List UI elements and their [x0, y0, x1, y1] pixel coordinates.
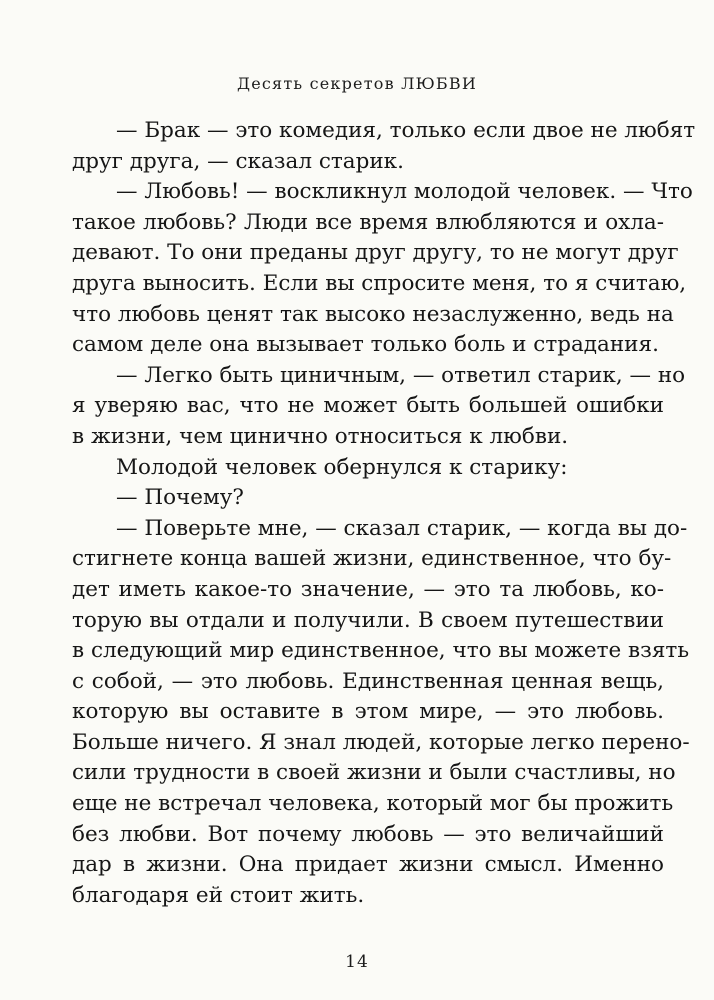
- running-head: Десять секретов ЛЮБВИ: [236, 74, 477, 93]
- text-line: торую вы отдали и получили. В своем путешествии: [72, 607, 664, 633]
- text-line: дар в жизни. Она придает жизни смысл. Именно: [72, 852, 664, 878]
- text-line: друга выносить. Если вы спросите меня, то я считаю,: [72, 270, 687, 296]
- text-line: что любовь ценят так высоко незаслуженно, ведь на: [72, 301, 674, 327]
- text-line: — Поверьте мне, — сказал старик, — когда вы до-: [116, 515, 688, 541]
- text-line: Молодой человек обернулся к старику:: [116, 454, 568, 480]
- text-line: сили трудности в своей жизни и были счастливы, но: [72, 760, 676, 786]
- page-number: 14: [345, 952, 369, 972]
- text-line: с собой, — это любовь. Единственная ценная вещь,: [72, 668, 664, 694]
- text-line: — Легко быть циничным, — ответил старик, — но: [116, 362, 686, 388]
- text-line: еще не встречал человека, который мог бы прожить: [72, 791, 674, 817]
- text-line: я уверяю вас, что не может быть большей ошибки: [72, 393, 664, 419]
- text-line: — Брак — это комедия, только если двое не любят: [116, 118, 696, 143]
- text-line: стигнете конца вашей жизни, единственное, что бу-: [72, 546, 672, 572]
- text-line: девают. То они преданы друг другу, то не могут друг: [72, 240, 679, 266]
- text-line: дет иметь какое-то значение, — это та любовь, ко-: [72, 576, 664, 602]
- text-line: в жизни, чем цинично относиться к любви.: [72, 423, 569, 449]
- text-line: благодаря ей стоит жить.: [72, 882, 365, 908]
- text-line: которую вы оставите в этом мире, — это любовь.: [72, 699, 664, 725]
- body-text: [72, 116, 696, 911]
- text-line: — Почему?: [116, 485, 244, 511]
- text-line: друг друга, — сказал старик.: [72, 148, 404, 174]
- text-line: Больше ничего. Я знал людей, которые легко перено-: [72, 729, 690, 755]
- text-line: — Любовь! — воскликнул молодой человек. — Что: [116, 179, 693, 205]
- text-line: такое любовь? Люди все время влюбляются и охла-: [72, 209, 664, 235]
- text-line: без любви. Вот почему любовь — это величайший: [72, 821, 664, 847]
- text-line: в следующий мир единственное, что вы можете взять: [72, 638, 690, 664]
- text-line: самом деле она вызывает только боль и страдания.: [72, 332, 659, 358]
